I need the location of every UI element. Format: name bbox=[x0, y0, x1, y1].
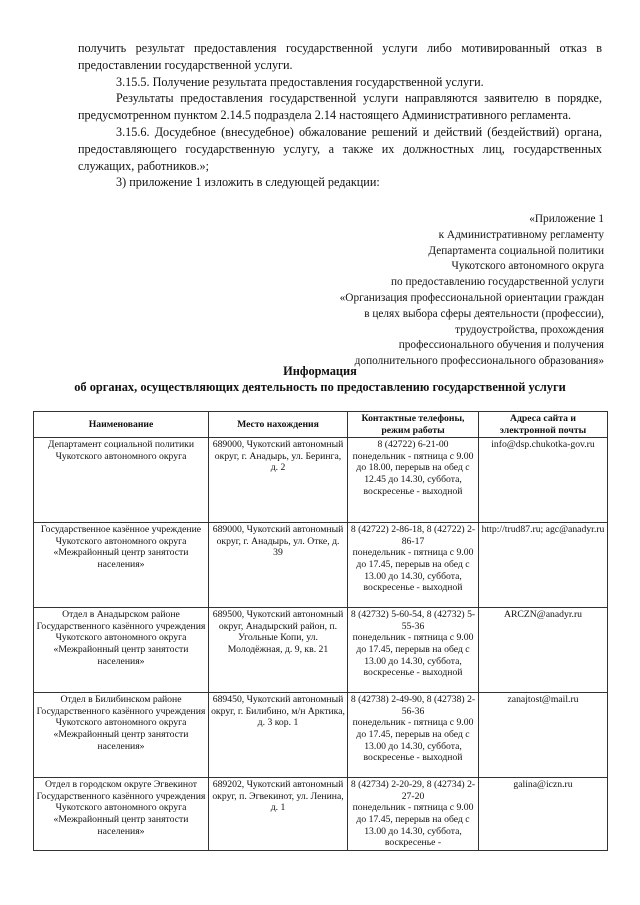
cell-contact: ARCZN@anadyr.ru bbox=[479, 608, 608, 693]
appendix-line: «Приложение 1 bbox=[529, 213, 604, 225]
cell-name: Отдел в Анадырском районе Государственного казённого учреждения Чукотского автономного округа «Межрайонный центр занятости населения» bbox=[34, 608, 209, 693]
work-hours: понедельник - пятница с 9.00 до 17.45, перерыв на обед с 13.00 до 14.30, суббота, воскресенье - выходной bbox=[352, 632, 474, 679]
paragraph: Результаты предоставления государственной услуги направляются заявителю в порядке, предусмотренном пунктом 2.14.5 подраздела 2.14 настоящего Административного регламента. bbox=[78, 91, 602, 123]
table-row bbox=[34, 693, 608, 778]
appendix-line: Чукотского автономного округа bbox=[451, 260, 604, 273]
cell-name: Государственное казённое учреждение Чукотского автономного округа «Межрайонный центр занятости населения» bbox=[34, 523, 209, 608]
header-location: Место нахождения bbox=[209, 412, 348, 438]
appendix-line: к Административному регламенту bbox=[438, 228, 604, 241]
cell-contact: http://trud87.ru; agc@anadyr.ru bbox=[479, 523, 608, 608]
header-name: Наименование bbox=[34, 412, 209, 438]
appendix-line: в целях выбора сферы деятельности (профессии), bbox=[364, 307, 604, 320]
cell-name: Отдел в городском округе Эгвекинот Государственного казённого учреждения Чукотского автономного округа «Межрайонный центр занятости населения» bbox=[34, 778, 209, 851]
cell-phones bbox=[348, 693, 479, 778]
cell-phones bbox=[348, 438, 479, 523]
info-title: Информация bbox=[283, 364, 357, 378]
appendix-line: профессионального обучения и получения bbox=[398, 339, 604, 352]
agencies-table bbox=[33, 411, 608, 851]
cell-phones bbox=[348, 523, 479, 608]
info-subtitle: об органах, осуществляющих деятельность по предоставлению государственной услуги bbox=[74, 379, 566, 394]
cell-location: 689000, Чукотский автономный округ, г. Анадырь, ул. Отке, д. 39 bbox=[209, 523, 348, 608]
cell-location: 689500, Чукотский автономный округ, Анадырский район, п. Угольные Копи, ул. Молодёжная, д. 9, кв. 21 bbox=[209, 608, 348, 693]
cell-location: 689450, Чукотский автономный округ, г. Билибино, м/н Арктика, д. 3 кор. 1 bbox=[209, 693, 348, 778]
phone-numbers: 8 (42734) 2-20-29, 8 (42734) 2-27-20 bbox=[350, 779, 476, 802]
cell-name: Отдел в Билибинском районе Государственного казённого учреждения Чукотского автономного округа «Межрайонный центр занятости населения» bbox=[34, 693, 209, 778]
paragraph: получить результат предоставления государственной услуги либо мотивированный отказ в предоставлении государственной услуги. bbox=[78, 41, 602, 72]
paragraph: 3.15.5. Получение результата предоставления государственной услуги. bbox=[116, 74, 484, 89]
appendix-line: Департамента социальной политики bbox=[428, 244, 604, 257]
appendix-line: «Организация профессиональной ориентации граждан bbox=[339, 291, 604, 304]
phone-numbers: 8 (42738) 2-49-90, 8 (42738) 2-56-36 bbox=[350, 694, 476, 717]
appendix-header bbox=[274, 212, 604, 370]
cell-location: 689000, Чукотский автономный округ, г. Анадырь, ул. Беринга, д. 2 bbox=[209, 438, 348, 523]
appendix-line: по предоставлению государственной услуги bbox=[390, 276, 604, 289]
table-row bbox=[34, 523, 608, 608]
paragraph: 3) приложение 1 изложить в следующей редакции: bbox=[116, 175, 380, 190]
cell-phones bbox=[348, 608, 479, 693]
phone-numbers: 8 (42722) 6-21-00 bbox=[377, 439, 449, 451]
cell-name: Департамент социальной политики Чукотского автономного округа bbox=[34, 438, 209, 523]
work-hours: понедельник - пятница с 9.00 до 18.00, перерыв на обед с 12.45 до 14.30, суббота, воскресенье - выходной bbox=[352, 450, 474, 497]
work-hours: понедельник - пятница с 9.00 до 17.45, перерыв на обед с 13.00 до 14.30, суббота, воскресенье - выходной bbox=[352, 717, 474, 764]
table-header-row bbox=[34, 412, 608, 438]
cell-contact: info@dsp.chukotka-gov.ru bbox=[479, 438, 608, 523]
paragraph: 3.15.6. Досудебное (внесудебное) обжалование решений и действий (бездействий) органа, предоставляющего государственную услугу, а также их должностных лиц, государственных служащих, работников.»; bbox=[78, 124, 602, 173]
cell-contact: galina@iczn.ru bbox=[479, 778, 608, 851]
info-heading bbox=[0, 364, 640, 396]
cell-phones bbox=[348, 778, 479, 851]
phone-numbers: 8 (42732) 5-60-54, 8 (42732) 5-55-36 bbox=[350, 609, 476, 632]
appendix-line: дополнительного профессионального образования» bbox=[354, 355, 604, 368]
header-phones: Контактные телефоны, режим работы bbox=[348, 412, 479, 438]
cell-contact: zanajtost@mail.ru bbox=[479, 693, 608, 778]
work-hours: понедельник - пятница с 9.00 до 17.45, перерыв на обед с 13.00 до 14.30, суббота, воскресенье - выходной bbox=[352, 547, 474, 594]
work-hours: понедельник - пятница с 9.00 до 17.45, перерыв на обед с 13.00 до 14.30, суббота, воскресенье - bbox=[352, 802, 474, 849]
table-row bbox=[34, 608, 608, 693]
header-contacts: Адреса сайта и электронной почты bbox=[479, 412, 608, 438]
body-text bbox=[78, 40, 602, 191]
cell-location: 689202, Чукотский автономный округ, п. Эгвекинот, ул. Ленина, д. 1 bbox=[209, 778, 348, 851]
phone-numbers: 8 (42722) 2-86-18, 8 (42722) 2-86-17 bbox=[350, 524, 476, 547]
table-row bbox=[34, 438, 608, 523]
appendix-line: трудоустройства, прохождения bbox=[455, 323, 604, 336]
table-row bbox=[34, 778, 608, 851]
